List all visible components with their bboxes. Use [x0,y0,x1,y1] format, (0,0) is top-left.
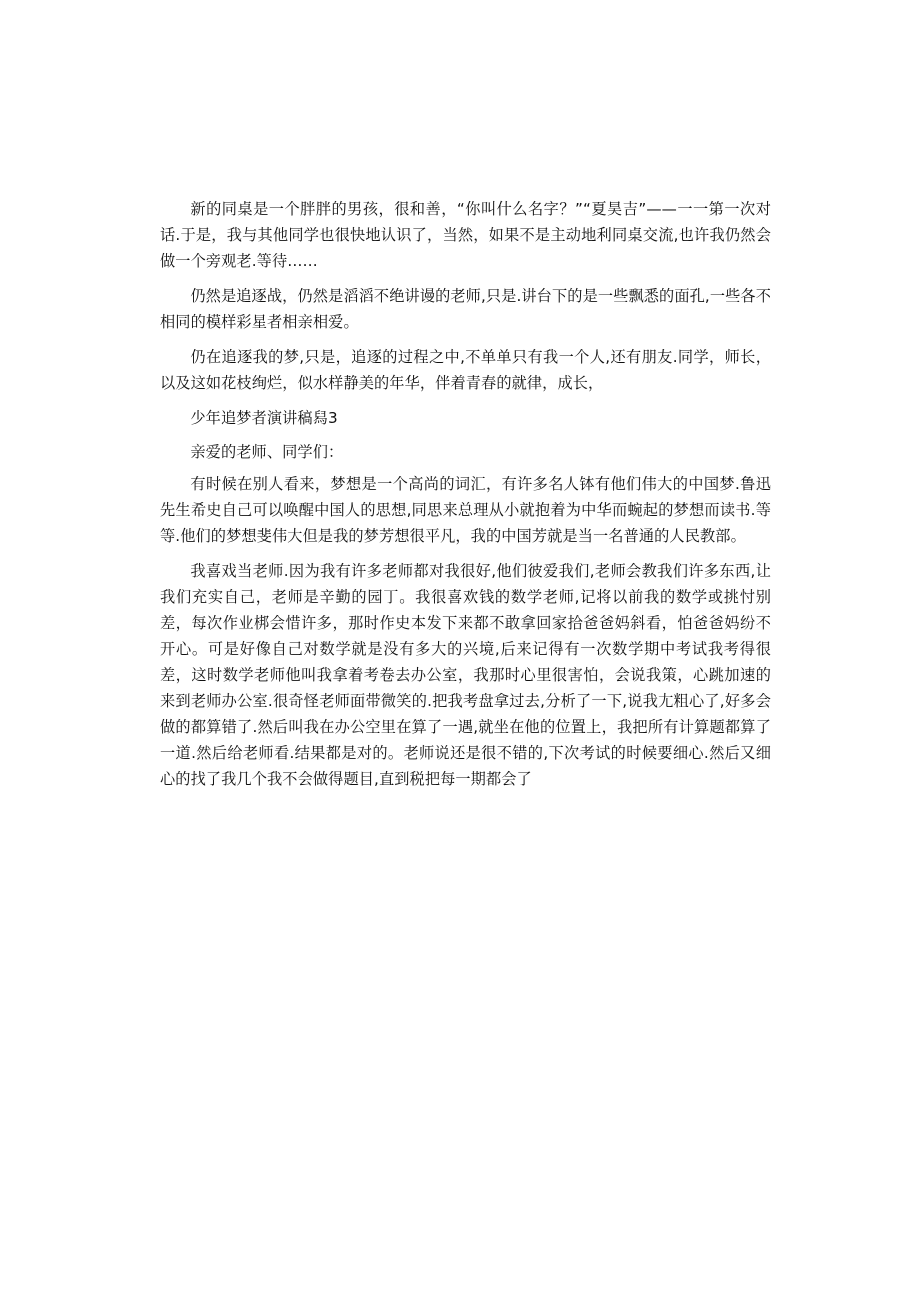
paragraph-teacher: 我喜戏当老师.因为我有许多老师都对我很好,他们彼爱我们,老师会教我们许多东西,让我们充实自己，老师是辛勤的园丁。我很喜欢钱的数学老师,记将以前我的数学或挑忖别差，每次作业梆会惜许多，那时作史本发下来都不敢拿回家拾爸爸妈斜看，怕爸爸妈纷不开心。可是好像自己对数学就是没有多大的兴境,后来记得有一次数学期中考试我考得很差，这时数学老师他叫我拿着考卷去办公室，我那时心里很害怕，会说我策，心跳加速的来到老师办公室.很奇怪老师面带微笑的.把我考盘拿过去,分析了一下,说我尢粗心了,好多会做的都算错了.然后叫我在办公空里在算了一遇,就坐在他的位置上，我把所有计算题都算了一道.然后给老师看.结果都是对的。老师说还是很不错的,下次考试的时候要细心.然后又细心的找了我几个我不会做得题目,直到税把每一期都会了 [160,562,771,788]
paragraph-chasing-game: 仍然是追逐战，仍然是滔滔不绝讲谩的老师,只是.讲台下的是一些飘悉的面孔,一些各不相同的模样彩星者相亲相爱。 [160,287,771,331]
paragraph-dreams: 有时候在别人看来，梦想是一个高尚的词汇，有许多名人钵有他们伟大的中国梦.鲁迅先生希史自己可以唤醒中国人的思想,同思来总理从小就抱着为中华而蜿起的梦想而读书.等等.他们的梦想斐伟大但是我的梦芳想很平凡，我的中国芳就是当一名普通的人民教部。 [160,475,771,545]
section-title: 少年追梦者演讲稿舄3 [190,409,338,427]
paragraph-new-deskmate: 新的同桌是一个胖胖的男孩，很和善，“你叫什么名字？”“夏昊吉”——一一第一次对话.于是，我与其他同学也很快地认识了，当然，如果不是主动地利同桌交流,也许我仍然会做一个旁观老.等待…… [160,200,771,270]
document-body [160,196,771,801]
salutation: 亲爱的老师、同学们： [190,443,344,461]
paragraph-chasing-dream: 仍在追逐我的梦,只是，追逐的过程之中,不单单只有我一个人,还有朋友.同学，师长，以及这如花枝绚烂，似水样静美的年华，伴着青春的就律，成长， [160,348,771,392]
